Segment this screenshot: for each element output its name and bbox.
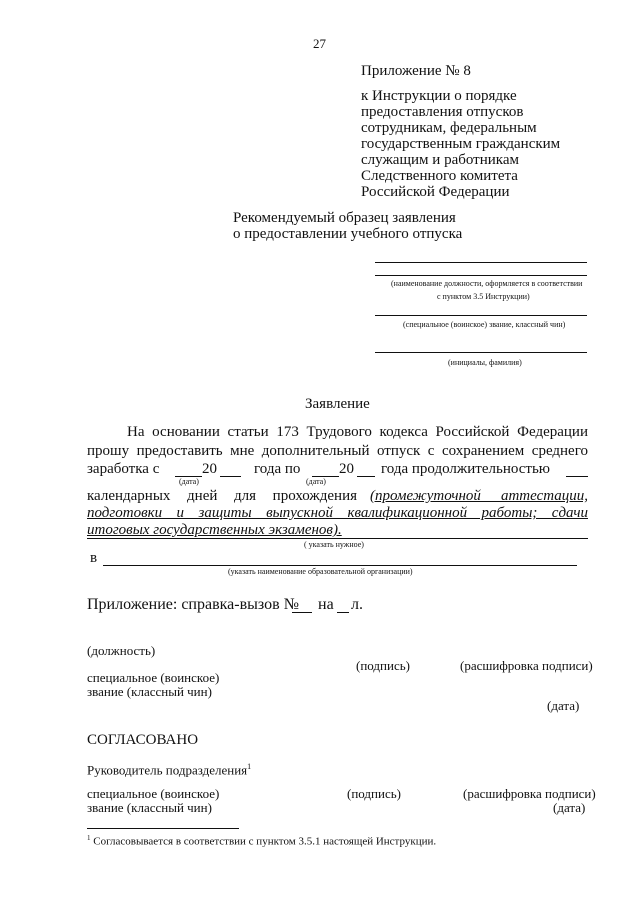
approval-head	[87, 762, 251, 778]
attachment-pages-blank	[337, 612, 349, 613]
decode-label: (расшифровка подписи)	[460, 658, 593, 673]
org-line	[103, 565, 577, 566]
appendix-title: Приложение № 8	[361, 63, 471, 79]
rank-label: специальное (воинское)	[87, 670, 220, 685]
addressee-line	[375, 262, 587, 263]
body-line: года продолжительностью	[381, 461, 550, 477]
sample-heading-line: Рекомендуемый образец заявления	[233, 210, 456, 226]
year-blank	[357, 476, 375, 477]
name-caption: (инициалы, фамилия)	[448, 358, 522, 367]
position-caption: (наименование должности, оформляется в соответствии	[391, 279, 583, 288]
approval-rank-label: звание (классный чин)	[87, 800, 212, 815]
appendix-line: к Инструкции о порядке	[361, 88, 517, 104]
appendix-line: служащим и работникам	[361, 152, 519, 168]
body-line: календарных дней для прохождения	[87, 488, 357, 504]
attachment-prefix: Приложение: справка-вызов №	[87, 596, 299, 613]
approval-head-text: Руководитель подразделения	[87, 762, 248, 778]
approval-signature-label: (подпись)	[347, 786, 401, 801]
year-20: 20	[339, 461, 354, 477]
addressee-line	[375, 275, 587, 276]
body-line: заработка с	[87, 461, 160, 477]
footnote-text: Согласовывается в соответствии с пунктом 3.5.1 настоящей Инструкции.	[93, 835, 437, 848]
approval-title: СОГЛАСОВАНО	[87, 732, 199, 748]
days-blank	[566, 476, 588, 477]
body-line: На основании статьи 173 Трудового кодекса Российской Федерации	[127, 424, 588, 440]
attachment-number-blank	[292, 612, 312, 613]
needed-caption: ( указать нужное)	[304, 540, 364, 549]
body-line: прошу предоставить мне дополнительный отпуск с сохранением среднего	[87, 443, 588, 459]
rank-label: звание (классный чин)	[87, 684, 212, 699]
appendix-line: Следственного комитета	[361, 168, 518, 184]
body-line: года по	[254, 461, 301, 477]
position-caption: с пунктом 3.5 Инструкции)	[437, 292, 530, 301]
year-blank	[220, 476, 241, 477]
appendix-line: сотрудникам, федеральным	[361, 120, 537, 136]
position-label: (должность)	[87, 643, 156, 658]
addressee-line	[375, 315, 587, 316]
date-caption: (дата)	[179, 477, 199, 486]
year-20: 20	[202, 461, 217, 477]
date-label: (дата)	[547, 698, 580, 713]
appendix-line: государственным гражданским	[361, 136, 561, 152]
approval-decode-label: (расшифровка подписи)	[463, 786, 596, 801]
appendix-line: предоставления отпусков	[361, 104, 524, 120]
attachment-mid: на	[318, 596, 334, 613]
body-underline	[87, 538, 588, 539]
statement-title: Заявление	[305, 396, 370, 412]
body-line-italic: итоговых государственных экзаменов).	[87, 522, 342, 538]
appendix-line: Российской Федерации	[361, 184, 510, 200]
body-line-italic: подготовки и защиты выпускной квалификационной работы; сдачи	[87, 505, 588, 521]
approval-date-label: (дата)	[553, 800, 586, 815]
date-caption: (дата)	[306, 477, 326, 486]
org-caption: (указать наименование образовательной организации)	[228, 567, 413, 576]
page-number: 27	[313, 36, 326, 51]
footnote	[87, 834, 436, 848]
signature-label: (подпись)	[356, 658, 410, 673]
rank-caption: (специальное (воинское) звание, классный чин)	[403, 320, 566, 329]
footnote-separator	[87, 828, 239, 829]
footnote-mark: 1	[247, 762, 252, 771]
in-prefix: в	[90, 550, 98, 566]
approval-rank-label: специальное (воинское)	[87, 786, 220, 801]
footnote-number: 1	[87, 834, 91, 842]
sample-heading-line: о предоставлении учебного отпуска	[233, 226, 463, 242]
attachment-suffix: л.	[351, 596, 363, 613]
body-line-italic: (промежуточной аттестации,	[370, 488, 588, 504]
addressee-line	[375, 352, 587, 353]
